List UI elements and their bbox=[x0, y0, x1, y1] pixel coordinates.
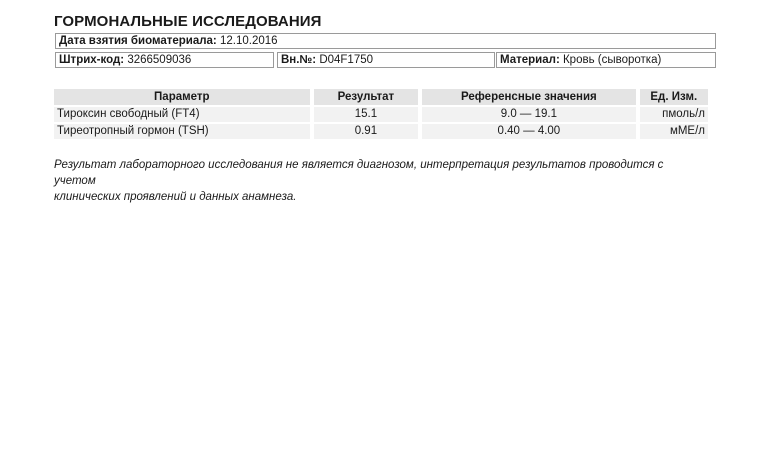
table-row bbox=[54, 124, 708, 139]
cell-reference: 0.40 — 4.00 bbox=[422, 124, 635, 139]
internal-number-field bbox=[277, 52, 495, 68]
cell-parameter: Тиреотропный гормон (TSH) bbox=[54, 124, 310, 139]
disclaimer-note bbox=[54, 157, 694, 205]
disclaimer-line-2: клинических проявлений и данных анамнеза. bbox=[54, 191, 297, 203]
table-row bbox=[54, 107, 708, 122]
cell-unit: мМЕ/л bbox=[640, 124, 708, 139]
material-value: Кровь (сыворотка) bbox=[562, 54, 662, 66]
table-header-row bbox=[54, 89, 708, 105]
header-unit: Ед. Изм. bbox=[640, 89, 708, 105]
material-label: Материал: bbox=[500, 54, 560, 66]
header-parameter: Параметр bbox=[54, 89, 310, 105]
barcode-value: 3266509036 bbox=[127, 54, 192, 66]
barcode-field bbox=[55, 52, 274, 68]
barcode-label: Штрих-код: bbox=[59, 54, 125, 66]
internal-number-label: Вн.№: bbox=[281, 54, 317, 66]
cell-parameter: Тироксин свободный (FT4) bbox=[54, 107, 310, 122]
page-title: ГОРМОНАЛЬНЫЕ ИССЛЕДОВАНИЯ bbox=[54, 13, 322, 30]
sample-date-label: Дата взятия биоматериала: bbox=[59, 35, 217, 47]
sample-date-field bbox=[55, 33, 716, 49]
cell-result: 15.1 bbox=[314, 107, 419, 122]
material-field bbox=[496, 52, 716, 68]
header-result: Результат bbox=[314, 89, 419, 105]
cell-unit: пмоль/л bbox=[640, 107, 708, 122]
sample-date-value: 12.10.2016 bbox=[219, 35, 278, 47]
cell-reference: 9.0 — 19.1 bbox=[422, 107, 635, 122]
header-reference: Референсные значения bbox=[422, 89, 635, 105]
cell-result: 0.91 bbox=[314, 124, 419, 139]
results-table bbox=[50, 87, 712, 141]
internal-number-value: D04F1750 bbox=[319, 54, 374, 66]
disclaimer-line-1: Результат лабораторного исследования не является диагнозом, интерпретация результатов проводится с учетом bbox=[54, 159, 664, 187]
